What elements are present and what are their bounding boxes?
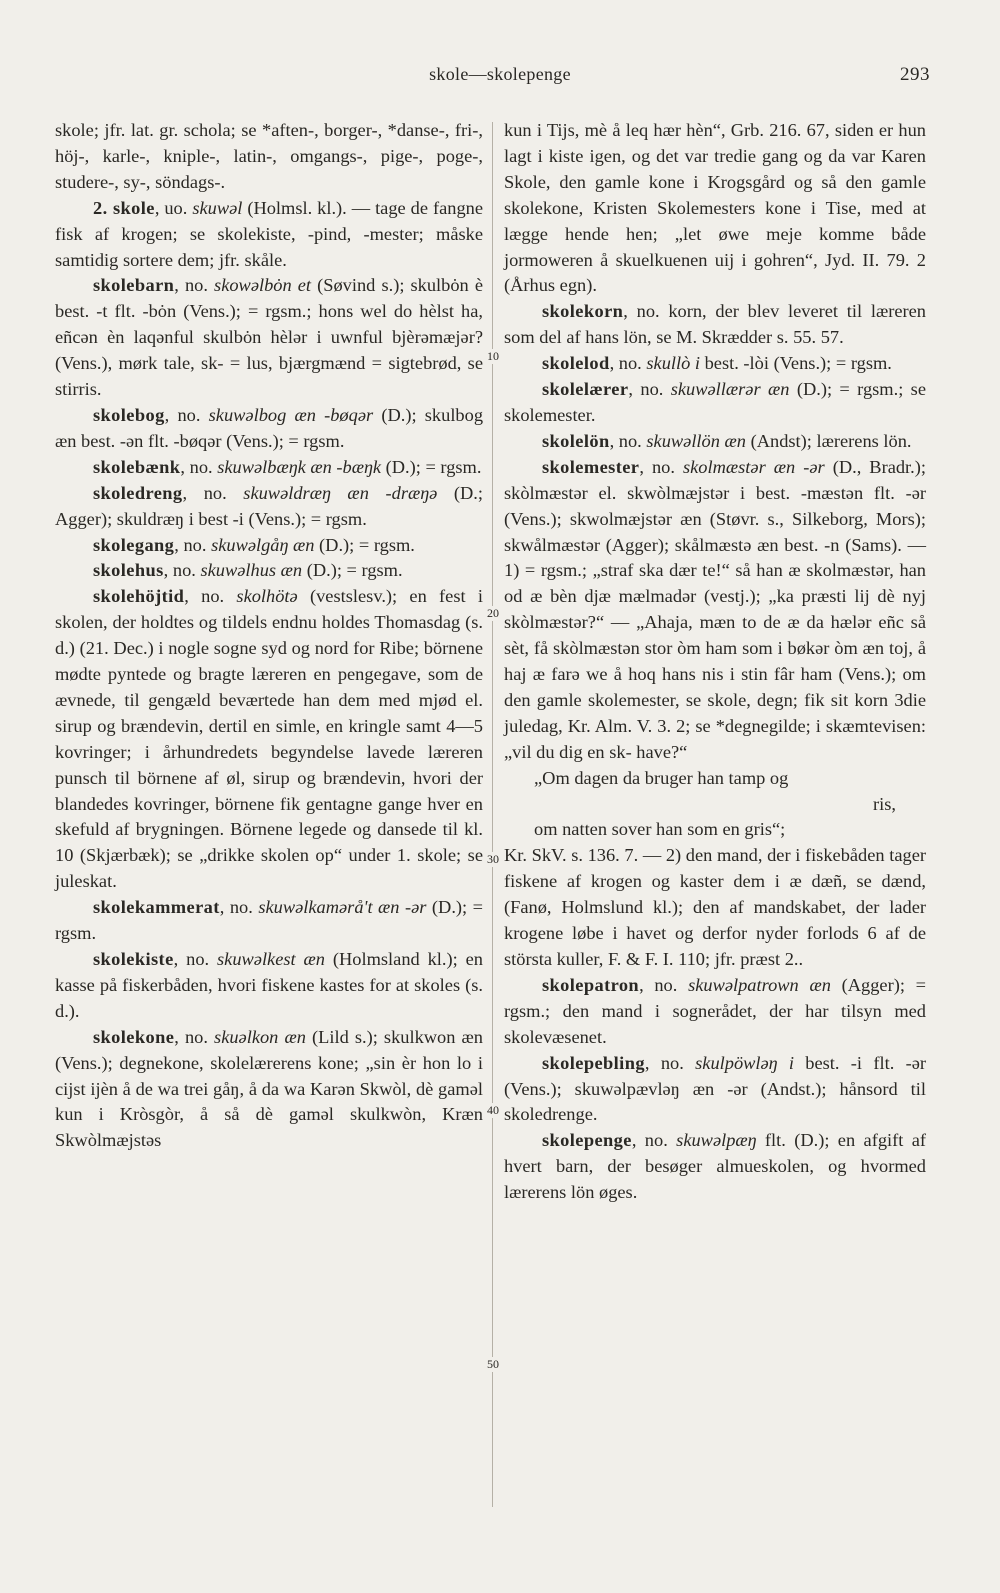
- dialect-form: skuwəlbæŋk æn -bæŋk: [217, 456, 382, 477]
- part-of-speech: , no.: [219, 897, 259, 918]
- entry-definition: (D.); skulbog æn best. -ən flt. -bøqər (Vens.); = rgsm.: [55, 404, 484, 451]
- entry-definition: (Andst); lærerens lön.: [746, 430, 912, 451]
- dictionary-entry: [504, 351, 926, 377]
- headword: skolelön: [542, 430, 610, 451]
- continuation-text: kun i Tijs, mè å leq hær hèn“, Grb. 216. 67, siden er hun lagt i kiste igen, og det var tredie gang og da var Karen Skole, den gamle kone i Krogsgård og så den gamle skolekone, Kristen Skolemesters kone i Tise, med at lægge hende hen; „let øwe meje komme både jormoweren å skuelkuenen uij i gohren“, Jyd. II. 79. 2 (Århus egn).: [504, 120, 926, 296]
- dialect-form: skuwəlpatrown æn: [688, 974, 831, 995]
- entry-definition: flt. (D.); en afgift af hvert barn, der besøger almueskolen, og hvormed lærerens lön øges.: [504, 1130, 927, 1203]
- headword: skolekammerat: [93, 897, 220, 918]
- part-of-speech: , no.: [639, 456, 683, 477]
- entry-definition: (D.); = rgsm.: [302, 560, 403, 581]
- dictionary-entry: [55, 455, 483, 481]
- verse-line: „Om dagen da bruger han tamp og: [534, 767, 789, 788]
- entry-definition: (D., Bradr.); skòlmæstər el. skwòlmæjstər i best. -mæstən flt. -ər (Vens.); skwolmæjstər æn (Støvr. s., Silkeborg, Mors); skwålmæstər (Agger); skålmæstə æn best. -n (Sams). — 1) = rgsm.; „straf ska dær te!“ så han æ skolmæstər, han od æ bèn djæ mælmadər (vestj.); „ka præsti lij dè nyj skòlmæstər?“ — „Ahaja, mæn to de æ da hælər eñc så sèt, få skòlmæstən stor òm ham som i bøkər òm æn toj, å haj æ farə we å hoq hans nis i stin fâr ham (Vens.); om den gamle skolemester, se skole, degn; fik sit korn 3die juledag, Kr. Alm. V. 3. 2; se *degnegilde; i skæmtevisen: „vil du dig en sk- have?“: [504, 456, 926, 762]
- headword: skolehus: [93, 560, 164, 581]
- column-divider: [492, 122, 493, 1507]
- entry-definition: best. -lòi (Vens.); = rgsm.: [700, 353, 892, 374]
- dictionary-entry: [504, 299, 926, 351]
- line-number: 50: [482, 1357, 504, 1372]
- headword: skolekiste: [93, 949, 174, 969]
- dialect-form: skuwəldræŋ æn -dræŋə: [243, 482, 438, 503]
- verse-line: om natten sover han som en gris“;: [534, 819, 786, 840]
- dialect-form: skuəlkon æn: [214, 1026, 306, 1047]
- part-of-speech: , no.: [184, 586, 237, 607]
- line-number: 10: [482, 349, 504, 364]
- right-column: [504, 118, 926, 1206]
- dictionary-entry: [504, 1128, 926, 1206]
- headword: skolegang: [93, 534, 175, 555]
- dictionary-entry: [504, 429, 926, 455]
- dictionary-entry: [55, 481, 483, 533]
- headword: skolekone: [93, 1026, 175, 1047]
- dictionary-entry: [55, 558, 483, 584]
- entry-definition: (Holmsland kl.); en kasse på fiskerbåden, hvori fiskene kastes for at skoles (s. d.).: [55, 949, 483, 1021]
- dictionary-entry: [504, 1051, 926, 1129]
- line-number: 20: [482, 606, 504, 621]
- left-column: [55, 118, 483, 1154]
- dictionary-entry: [55, 403, 483, 455]
- dialect-form: skuwəllön æn: [646, 430, 746, 451]
- part-of-speech: , no.: [173, 949, 217, 969]
- dialect-form: skuwəlbog æn -bøqər: [208, 404, 374, 425]
- dialect-form: skuwəlhus æn: [200, 560, 303, 581]
- headword: 2. skole: [93, 197, 155, 218]
- entry-definition: (D.); = rgsm.; se skolemester.: [504, 379, 926, 425]
- entry-definition: (Agger); = rgsm.; den mand i sognerådet, der har tilsyn med skolevæsenet.: [504, 974, 927, 1047]
- headword: skolepatron: [542, 974, 640, 995]
- dictionary-entry: [55, 584, 483, 895]
- headword: skolelærer: [542, 379, 629, 400]
- headword: skolebænk: [93, 456, 181, 477]
- part-of-speech: , no.: [639, 974, 689, 995]
- headword: skolepenge: [542, 1130, 632, 1151]
- headword: skoledreng: [93, 482, 183, 503]
- dialect-form: skulpöwləŋ i: [695, 1052, 794, 1073]
- entry-definition: best. -i flt. -ər (Vens.); skuwəlpævləŋ æn -ər (Andst.); hånsord til skoledrenge.: [504, 1052, 927, 1125]
- part-of-speech: , no.: [180, 456, 218, 477]
- dialect-form: skuwəllærər æn: [670, 379, 790, 400]
- part-of-speech: , no.: [609, 353, 647, 374]
- entry-definition: (D.; Agger); skuldræŋ i best -i (Vens.); = rgsm.: [55, 482, 483, 529]
- dictionary-entry: [55, 947, 483, 1025]
- part-of-speech: , no.: [174, 1026, 215, 1047]
- headword: skolelod: [542, 353, 610, 374]
- headword: skolepebling: [542, 1052, 645, 1073]
- line-number: 40: [482, 1103, 504, 1118]
- headword: skolebarn: [93, 275, 175, 296]
- part-of-speech: , no.: [174, 275, 215, 296]
- dictionary-entry: [504, 973, 926, 1051]
- part-of-speech: , no.: [623, 301, 669, 322]
- dialect-form: skuwəlkest æn: [217, 949, 325, 969]
- dialect-form: skuwəlgåŋ æn: [211, 534, 315, 555]
- entry-definition: (vestslesv.); en fest i skolen, der holdtes og tildels endnu holdes Thomasdag (s. d.) (21. Dec.) i nogle sogne syd og nord for Ribe; börnene mødte pyntede og bragte læreren en pengegave, som de ævnede, til gengæld beværtede han dem med mjød el. sirup og brændevin, dertil en simle, en kringle samt 4—5 kovringer; i århundredets begyndelse lavede læreren punsch til börnene af øl, sirup og brændevin, hvori der blandedes kovringer, börnene fik gentagne gange hver en skefuld af brygningen. Börnene legede og dansede til kl. 10 (Skjærbæk); se „drikke skolen op“ under 1. skole; se juleskat.: [55, 586, 483, 892]
- entry-definition: (Holmsl. kl.). — tage de fangne fisk af krogen; se skolekiste, -pind, -mester; måske samtidig sortere dem; jfr. skåle.: [55, 197, 484, 270]
- part-of-speech: , no.: [628, 379, 671, 400]
- part-of-speech: , no.: [182, 482, 244, 503]
- part-of-speech: , no.: [609, 430, 647, 451]
- part-of-speech: , no.: [631, 1130, 677, 1151]
- entry-definition: korn, der blev leveret til læreren som del af hans lön, se M. Skrædder s. 55. 57.: [504, 301, 926, 348]
- dictionary-entry: [55, 1025, 483, 1155]
- entry-definition: (D.); = rgsm.: [381, 456, 482, 477]
- part-of-speech: , no.: [644, 1052, 696, 1073]
- running-head: skole—skolepenge: [429, 64, 571, 84]
- headword: skolehöjtid: [93, 586, 185, 607]
- dialect-form: skolhötə: [236, 586, 298, 607]
- entry-definition: (Søvind s.); skulbȯn è best. -t flt. -bȯn (Vens.); = rgsm.; hons wel do hèlst ha, eñcən èn laqənful skulbȯn hèlər i uwnful bjèrəmæjər? (Vens.), mørk tale, sk- = lus, bjærgmænd = sigtebrød, se stirris.: [55, 275, 483, 400]
- dictionary-entry: [55, 895, 483, 947]
- verse-line: ris,: [873, 793, 896, 814]
- dialect-form: skullò i: [646, 353, 701, 374]
- entry-definition: (D.); = rgsm.: [314, 534, 415, 555]
- headword: skolekorn: [542, 301, 624, 322]
- part-of-speech: , no.: [174, 534, 212, 555]
- entry-definition: (D.); = rgsm.: [55, 897, 484, 944]
- line-number: 30: [482, 852, 504, 867]
- dictionary-entry: [504, 455, 926, 766]
- continuation-text: Kr. SkV. s. 136. 7. — 2) den mand, der i fiskebåden tager fiskene af krogen og kaster dem i æ dæñ, se dænd, (Fanø, Holmslund kl.); den af mandskabet, der lader krogene løbe i havet og derfor nyder forlods 6 af de största kuller, F. & F. I. 110; jfr. præst 2..: [504, 845, 926, 969]
- part-of-speech: , no.: [164, 404, 209, 425]
- part-of-speech: , no.: [163, 560, 201, 581]
- page-number: 293: [900, 64, 930, 85]
- headword: skolebog: [93, 404, 165, 425]
- dialect-form: skowəlbȯn et: [214, 275, 312, 296]
- dictionary-entry: [504, 377, 926, 429]
- continuation-text: skole; jfr. lat. gr. schola; se *aften-, borger-, *danse-, fri-, höj-, karle-, kniple-, latin-, omgangs-, pige-, poge-, studere-, sy-, söndags-.: [55, 120, 483, 192]
- dialect-form: skuwəl: [192, 197, 243, 218]
- part-of-speech: , uo.: [154, 197, 193, 218]
- dialect-form: skuwəlkamərå't æn -ər: [258, 897, 427, 918]
- headword: skolemester: [542, 456, 640, 477]
- dictionary-entry: [55, 196, 483, 274]
- entry-definition: (Lild s.); skulkwon æn (Vens.); degnekone, skolelærerens kone; „sin èr hon lo i cijst ijèn å de wa trei gåŋ, å da wa Karən Skwòl, dè gaməl kun i Kròsgòr, å så dè gaməl skulkwòn, Kræn Skwòlmæjstəs: [55, 1026, 483, 1151]
- dictionary-entry: [55, 533, 483, 559]
- dialect-form: skuwəlpæŋ: [676, 1130, 757, 1151]
- dictionary-entry: [55, 273, 483, 403]
- dialect-form: skolmæstər æn -ər: [682, 456, 825, 477]
